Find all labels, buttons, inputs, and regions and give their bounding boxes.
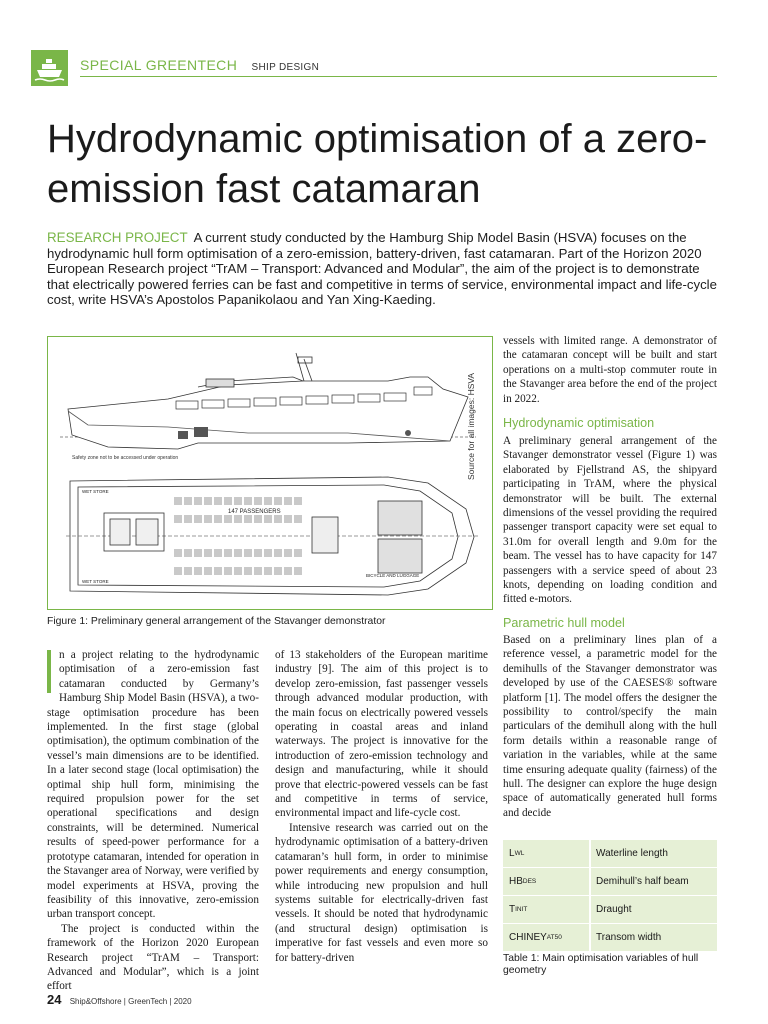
variable-description: Waterline length bbox=[591, 840, 717, 867]
variable-symbol: L WL bbox=[503, 840, 589, 867]
subheading-hydrodynamic-optimisation: Hydrodynamic optimisation bbox=[503, 416, 655, 430]
subsection-label: SHIP DESIGN bbox=[251, 62, 320, 73]
section-icon-box bbox=[31, 50, 68, 86]
column-1-text-1: n a project relating to the hydrodynamic optimisation of a zero-emission fast catamaran conducted by Germany’s Hamburg Ship Model Basin (HSVA), a two-stage optimisation procedure has been implemented. In the first stage (global optimisation), the optimum combination of the vessel’s main dimensions are to be identified. In a later second stage (local optimisation) the optimal ship hull form, minimising the required propulsion power for the set operational specifications and design constraints, will be determined. Numerical results of speed-power performance for a prototype catamaran, intended for operation in the Stavanger area of Norway, were verified by model experiments at HSVA, proving the feasibility of this innovative, zero-emission urban transport concept. bbox=[47, 649, 259, 921]
wet-store-left-label: WET STORE bbox=[82, 489, 109, 494]
column-3-paragraph-0: vessels with limited range. A demonstrator of the catamaran concept will be built and start operations on a multi-stop commuter route in the Stavanger area before the end of the project in 2022. bbox=[503, 335, 717, 405]
article-lead bbox=[47, 230, 719, 308]
variable-symbol: T INIT bbox=[503, 896, 589, 923]
variable-description: Transom width bbox=[591, 924, 717, 951]
lead-tag: RESEARCH PROJECT bbox=[47, 230, 188, 245]
lead-text: A current study conducted by the Hamburg Ship Model Basin (HSVA) focuses on the hydrodynamic hull form optimisation of a zero-emission, battery-driven, fast catamaran. Part of the Horizon 2020 European Research project “TrAM – Transport: Advanced and Modular”, the aim of the project is to demonstrate that electrically powered ferries can be fast and competitive in terms of service, environmental impact and life-cycle cost, write HSVA’s Apostolos Papanikolaou and Yan Xing-Kaeding. bbox=[47, 230, 717, 308]
wet-store-right-label: WET STORE bbox=[82, 579, 109, 584]
column-1-paragraph-2: The project is conducted within the framework of the Horizon 2020 European Research project “TrAM – Transport: Advanced and Modular”, which is a joint effort bbox=[47, 922, 259, 993]
subheading-parametric-hull-model: Parametric hull model bbox=[503, 616, 625, 630]
ship-icon bbox=[31, 50, 68, 86]
page-footer bbox=[47, 992, 192, 1007]
drawing-note: Safety zone not to be accessed under operation bbox=[72, 455, 179, 461]
section-kicker bbox=[80, 57, 319, 73]
general-arrangement-drawing bbox=[48, 337, 492, 609]
body-column-1 bbox=[47, 648, 259, 994]
body-column-2 bbox=[275, 648, 488, 965]
table-row bbox=[503, 868, 717, 895]
article-title: Hydrodynamic optimisation of a zero-emission fast catamaran bbox=[47, 117, 708, 211]
variable-symbol: CHINEY AT50 bbox=[503, 924, 589, 951]
table-row bbox=[503, 896, 717, 923]
column-2-paragraph-1: of 13 stakeholders of the European maritime industry [9]. The aim of this project is to develop zero-emission, fast passenger vessels through advanced modular production, with the main focus on electrically powered vessels operating in coastal areas and inland waterways. The project is innovative for the introduction of zero-emission technology and design and manufacturing, while it should prove that electric-powered vessels can be fast and competitive in terms of service, environmental impact and life-cycle cost. bbox=[275, 649, 488, 820]
variable-symbol: HB DES bbox=[503, 868, 589, 895]
column-2-paragraph-2: Intensive research was carried out on the hydrodynamic optimisation of a battery-driven catamaran’s hull form, in order to minimise power requirements and energy consumption, while introducing new propulsion and hull systems suitable for electrically-driven fast vessels. It should be noted that hydrodynamic (and structural design) optimisation is imperative for fast vessels and even more so for battery-driven bbox=[275, 821, 488, 964]
table-caption: Table 1: Main optimisation variables of hull geometry bbox=[503, 953, 699, 976]
column-1-paragraph-1 bbox=[47, 648, 259, 922]
figure-caption: Figure 1: Preliminary general arrangement of the Stavanger demonstrator bbox=[47, 616, 386, 627]
table-row bbox=[503, 840, 717, 867]
table-1 bbox=[503, 840, 717, 952]
publication-name: Ship&Offshore | GreenTech | 2020 bbox=[69, 997, 192, 1006]
column-3-paragraph-1: A preliminary general arrangement of the Stavanger demonstrator vessel (Figure 1) was elaborated by Fjellstrand AS, the shipyard participating in TrAM, where the physical demonstrator will be built. The external dimensions of the vessel providing the required passenger transport capacity were set equal to 31.0m for overall length and 9.0m for the beam. The vessel has to have capacity for 147 passengers with a service speed of about 23 knots, depending on loading condition and fitted e-motors. bbox=[503, 435, 717, 606]
variable-description: Draught bbox=[591, 896, 717, 923]
page-number: 24 bbox=[47, 992, 62, 1007]
bicycle-label: BICYCLE AND LUGGAGE bbox=[366, 573, 420, 578]
figure-1 bbox=[47, 336, 493, 610]
dropcap-bar bbox=[47, 650, 51, 693]
section-label: SPECIAL GREENTECH bbox=[80, 57, 238, 73]
header-rule bbox=[80, 76, 717, 77]
passengers-label: 147 PASSENGERS bbox=[228, 509, 281, 515]
variable-description: Demihull’s half beam bbox=[591, 868, 717, 895]
figure-credit: Source for all images: HSVA bbox=[466, 372, 476, 480]
table-row bbox=[503, 924, 717, 951]
column-3-paragraph-2: Based on a preliminary lines plan of a reference vessel, a parametric model for the demihulls of the Stavanger demonstrator was developed by use of the CAESES® software platform [1]. The model offers the designer the possibility to control/specify the main particulars of the demihull along with the hull form details within a reasonable range of variation in the variables, while at the same time ensuring adequate quality (fairness) of the hull. The designer can explore the huge design space of automatically generated hull forms and decide bbox=[503, 634, 717, 819]
